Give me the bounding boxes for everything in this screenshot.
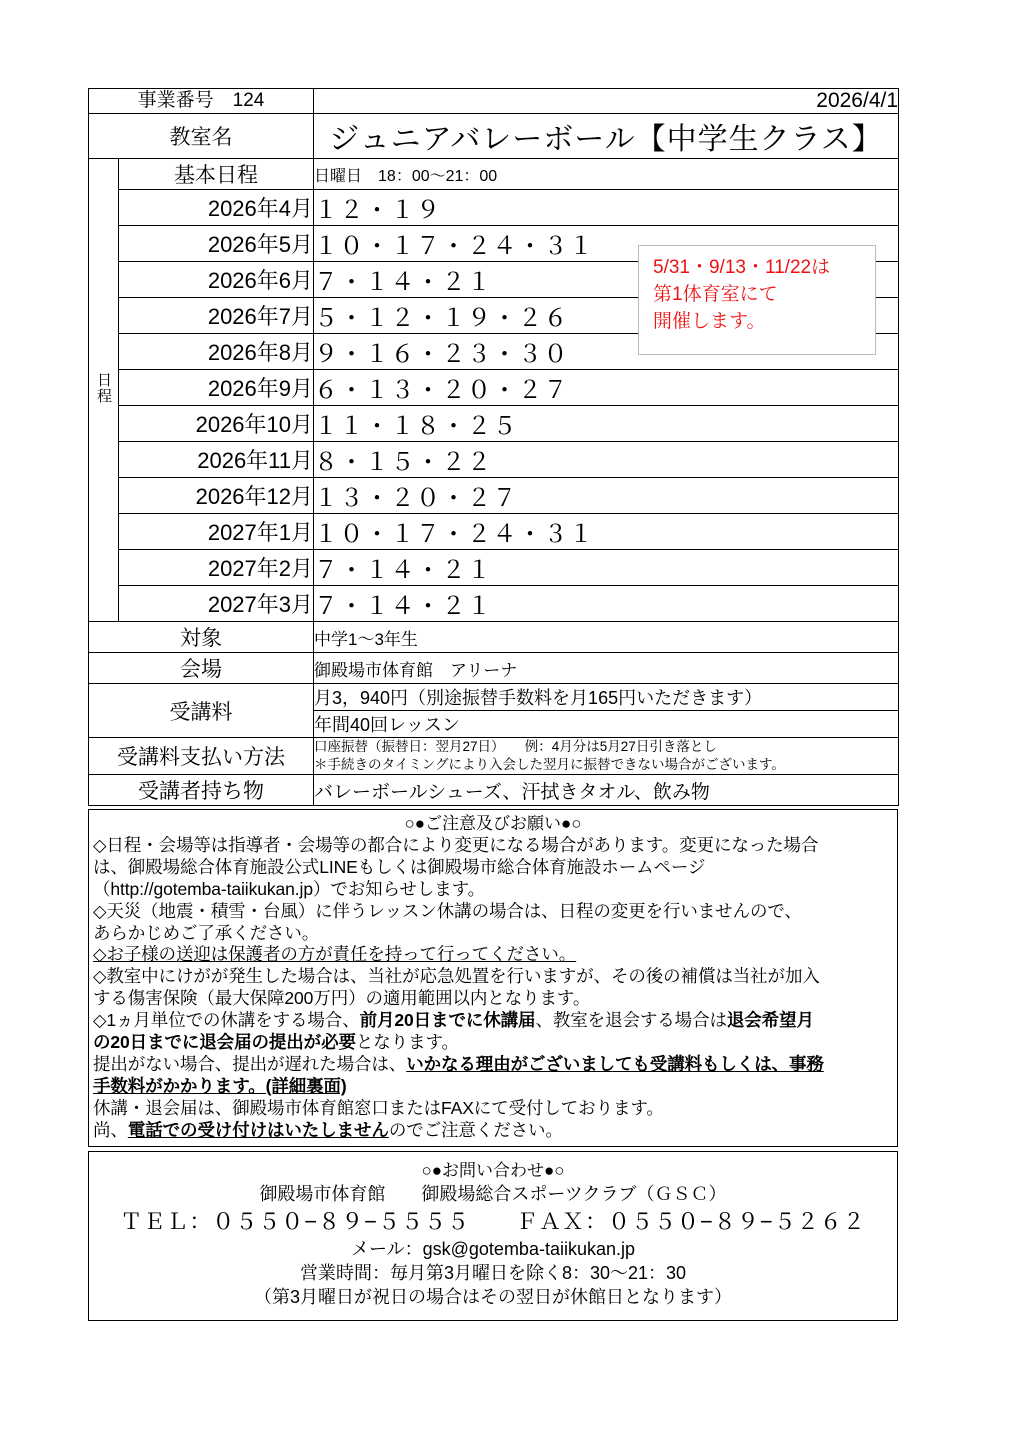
notes-line-late [93,1054,893,1076]
basic-schedule-value: 日曜日 18：00〜21：00 [314,159,899,190]
schedule-rail-text: 日程 [95,371,112,404]
notes-seg-bold-underline: 電話での受け付けはいたしません [127,1120,389,1141]
table-row [89,442,899,478]
notes-seg-bold: 退会希望月 [726,1010,814,1031]
belongings-value: バレーボールシューズ、汗拭きタオル、飲み物 [314,775,899,806]
month-label: 2026年11月 [119,442,314,478]
contact-hours: 営業時間：毎月第3月曜日を除く8：30〜21：30 [299,1262,687,1283]
notes-line: 休講・退会届は、御殿場市体育館窓口またはFAXにて受付しております。 [93,1098,664,1119]
notes-line: あらかじめご了承ください。 [93,922,320,943]
document-page [88,88,898,1321]
month-label: 2026年4月 [119,190,314,226]
notes-seg: ◇1ヵ月単位での休講をする場合、 [93,1010,360,1031]
table-row-fee-1 [89,684,899,711]
month-days: １０・１７・２４・３１ [314,514,899,550]
month-days: ７・１４・２１ [314,550,899,586]
table-row-class-name [89,114,899,159]
notes-line-no-phone [93,1120,893,1142]
table-row [89,514,899,550]
month-label: 2026年5月 [119,226,314,262]
notes-line-pickup: ◇お子様の送迎は保護者の方が責任を持って行ってください。 [93,944,577,965]
notes-seg-bold-underline: 手数料がかかります。(詳細裏面) [93,1076,347,1097]
contact-email: メール：gsk@gotemba-taiikukan.jp [350,1238,636,1259]
payment-value [314,738,899,775]
table-row [89,478,899,514]
schedule-rail-label [89,159,119,622]
notes-seg-bold: 前月20日までに休講届 [359,1010,536,1031]
month-days: １３・２０・２７ [314,478,899,514]
class-name-value: ジュニアバレーボール【中学生クラス】 [314,114,899,159]
month-days: ７・１４・２１ [314,262,899,298]
notes-line: は、御殿場総合体育施設公式LINEもしくは御殿場市総合体育施設ホームページ [93,856,706,877]
notes-line: ◇教室中にけがが発生した場合は、当社が応急処置を行いますが、その後の補償は当社が加入 [93,966,820,987]
table-row [89,406,899,442]
issue-date: 2026/4/1 [314,89,899,114]
venue-label: 会場 [89,653,314,684]
month-label: 2026年9月 [119,370,314,406]
fee-label: 受講料 [89,684,314,738]
callout-line-1: 5/31・9/13・11/22は [653,257,831,278]
target-value: 中学1〜3年生 [314,622,899,653]
table-row-target [89,622,899,653]
notes-seg-bold: の20日までに退会届の提出が必要 [93,1032,356,1053]
belongings-label: 受講者持ち物 [89,775,314,806]
payment-label: 受講料支払い方法 [89,738,314,775]
month-days: １２・１９ [314,190,899,226]
table-row [89,550,899,586]
month-days: ９・１６・２３・３０ [314,334,899,370]
notes-seg: となります。 [355,1032,459,1053]
notes-seg: 尚、 [93,1120,128,1141]
month-label: 2027年3月 [119,586,314,622]
month-label: 2027年2月 [119,550,314,586]
payment-line-1: 口座振替（振替日：翌月27日） 例：4月分は5月27日引き落とし [314,739,717,754]
contact-box [88,1151,898,1321]
red-callout-box [638,245,876,355]
month-days: ８・１５・２２ [314,442,899,478]
payment-line-2: ＊手続きのタイミングにより入会した翌月に振替できない場合がございます。 [314,757,785,773]
contact-heading: ○●お問い合わせ●○ [421,1161,565,1181]
month-label: 2026年12月 [119,478,314,514]
venue-value: 御殿場市体育館 アリーナ [314,653,899,684]
table-row-payment [89,738,899,775]
notes-box [88,809,898,1147]
table-row-belongings [89,775,899,806]
month-days: ７・１４・２１ [314,586,899,622]
class-name-label: 教室名 [89,114,314,159]
contact-tel-fax: ＴＥＬ：０５５０−８９−５５５５ ＦＡＸ：０５５０−８９−５２６２ [120,1208,866,1234]
month-days: １１・１８・２５ [314,406,899,442]
notes-heading: ○●ご注意及びお願い●○ [404,814,582,834]
fee-value-monthly: 月3，940円（別途振替手数料を月165円いただきます） [314,684,899,711]
table-row-business-no [89,89,899,114]
callout-line-2: 第1体育室にて [653,283,778,305]
target-label: 対象 [89,622,314,653]
month-days: ５・１２・１９・２６ [314,298,899,334]
notes-line-late-cont [93,1076,893,1098]
notes-seg: のでご注意ください。 [388,1120,563,1141]
fee-value-lessons: 年間40回レッスン [314,711,899,738]
month-label: 2026年7月 [119,298,314,334]
table-row [89,586,899,622]
notes-seg: 、教室を退会する場合は [535,1010,727,1031]
business-no-label: 事業番号 124 [89,89,314,114]
notes-line: ◇日程・会場等は指導者・会場等の都合により変更になる場合があります。変更になった場合 [93,834,819,855]
table-row [89,190,899,226]
notes-line: ◇天災（地震・積雪・台風）に伴うレッスン休講の場合は、日程の変更を行いませんので、 [93,900,802,921]
month-days: ６・１３・２０・２７ [314,370,899,406]
table-row-basic-schedule [89,159,899,190]
notes-line-suspension [93,1010,893,1032]
basic-schedule-label: 基本日程 [119,159,314,190]
month-label: 2027年1月 [119,514,314,550]
notes-line: （http://gotemba-taiikukan.jp）でお知らせします。 [93,878,486,899]
notes-seg: 提出がない場合、提出が遅れた場合は、 [93,1054,407,1075]
contact-hours-note: （第3月曜日が祝日の場合はその翌日が休館日となります） [253,1287,732,1308]
month-label: 2026年8月 [119,334,314,370]
contact-organization: 御殿場市体育館 御殿場総合スポーツクラブ（ＧＳＣ） [259,1184,727,1205]
table-row-venue [89,653,899,684]
notes-line-suspension-cont [93,1032,893,1054]
month-label: 2026年6月 [119,262,314,298]
month-label: 2026年10月 [119,406,314,442]
month-days: １０・１７・２４・３１ [314,226,899,262]
course-info-table [88,88,899,806]
notes-line: する傷害保険（最大保障200万円）の適用範囲以内となります。 [93,988,591,1009]
table-row [89,370,899,406]
notes-seg-bold-underline: いかなる理由がございましても受講料もしくは、事務 [406,1054,824,1075]
callout-line-3: 開催します。 [653,310,766,332]
